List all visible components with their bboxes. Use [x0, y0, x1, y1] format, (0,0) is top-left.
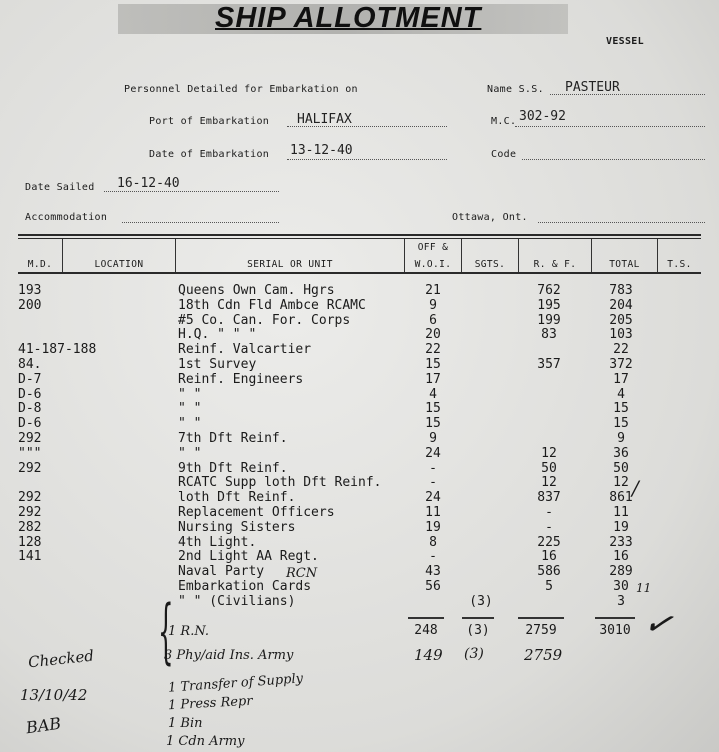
table-row — [0, 490, 719, 505]
row-total: 50 — [613, 460, 629, 476]
table-row — [0, 342, 719, 357]
row-total: 3 — [617, 593, 625, 609]
row-md: D-6 — [18, 416, 42, 432]
row-total: 205 — [609, 312, 633, 328]
ottawa-line — [538, 222, 705, 223]
row-unit: " " — [178, 445, 202, 461]
row-md: D-7 — [18, 371, 42, 387]
date-sailed-label: Date Sailed — [25, 182, 95, 193]
row-md: 128 — [18, 534, 42, 550]
row-total: 103 — [609, 327, 633, 343]
total-off: 248 — [414, 623, 438, 638]
row-unit: #5 Co. Can. For. Corps — [178, 312, 351, 328]
row-off: - — [429, 460, 437, 476]
date-sailed-value: 16-12-40 — [117, 176, 180, 191]
row-unit: 2nd Light AA Regt. — [178, 549, 319, 565]
checked-note: Checked — [27, 646, 95, 672]
col-location: LOCATION — [94, 259, 144, 270]
row-rf: 199 — [537, 312, 561, 328]
row-md: 41-187-188 — [18, 342, 97, 358]
brace-icon: { — [158, 590, 174, 672]
hand-total-rf: 2759 — [524, 646, 563, 664]
row-total: 4 — [617, 386, 625, 402]
row-total: 36 — [613, 445, 629, 461]
row-total: 15 — [613, 401, 629, 417]
row-md: 84. — [18, 357, 42, 372]
row-off: 19 — [425, 519, 441, 535]
accommodation-line — [122, 222, 279, 223]
note-6: 1 Cdn Army — [166, 734, 245, 749]
ottawa-label: Ottawa, Ont. — [452, 212, 528, 223]
row-md: D-8 — [18, 401, 42, 417]
table-row — [0, 475, 719, 490]
row-rf: 762 — [537, 283, 561, 298]
note-4: 1 Press Repr — [167, 693, 253, 714]
row-off: 21 — [425, 283, 441, 298]
row-total: 30 — [613, 579, 629, 594]
row-unit: " " (Civilians) — [178, 593, 296, 609]
row-off: 9 — [429, 431, 437, 446]
table-top-rule-2 — [18, 238, 701, 239]
date-sailed-line — [104, 191, 279, 192]
table-row — [0, 431, 719, 446]
row-unit: " " — [178, 401, 202, 417]
table-row — [0, 416, 719, 431]
row-off: - — [429, 475, 437, 491]
row-off: 15 — [425, 416, 441, 432]
row-md: 292 — [18, 460, 42, 476]
row-off: 9 — [429, 297, 437, 313]
row-md: 200 — [18, 297, 42, 313]
tick-mark-icon: ✓ — [640, 601, 677, 647]
row-md: 141 — [18, 549, 42, 565]
row-total: 783 — [609, 283, 633, 298]
row-unit: 7th Dft Reinf. — [178, 431, 288, 446]
table-row — [0, 357, 719, 372]
row-unit: 9th Dft Reinf. — [178, 460, 288, 476]
row-sgts: (3) — [469, 593, 493, 609]
row-total: 11 — [613, 505, 629, 520]
embark-note: 11 — [636, 581, 652, 595]
row-unit: Embarkation Cards — [178, 579, 312, 594]
checked-initials: BAB — [24, 713, 63, 738]
row-off: 20 — [425, 327, 441, 343]
row-off: 17 — [425, 371, 441, 387]
hand-total-off: 149 — [414, 646, 443, 664]
row-rf: - — [545, 505, 553, 520]
total-sgts: (3) — [466, 623, 490, 638]
row-off: 24 — [425, 445, 441, 461]
row-unit: RCATC Supp loth Dft Reinf. — [178, 475, 382, 491]
note-5: 1 Bin — [168, 716, 203, 731]
row-rf: 12 — [541, 475, 557, 491]
row-off: 24 — [425, 490, 441, 506]
table-row — [0, 387, 719, 402]
total-grand: 3010 — [599, 623, 631, 638]
table-row — [0, 579, 719, 594]
table-row — [0, 505, 719, 520]
code-line — [522, 159, 705, 160]
table-row — [0, 549, 719, 564]
row-total: 9 — [617, 431, 625, 446]
mc-value: 302-92 — [519, 109, 566, 124]
row-unit: Reinf. Valcartier — [178, 342, 312, 358]
name-label: Name S.S. — [487, 84, 544, 95]
row-md: 292 — [18, 490, 42, 506]
mc-line — [515, 126, 705, 127]
col-serial: SERIAL OR UNIT — [247, 259, 333, 270]
total-rf: 2759 — [525, 623, 557, 638]
row-off: 8 — [429, 534, 437, 550]
note-3: 1 Transfer of Supply — [167, 671, 304, 696]
mc-label: M.C. — [491, 116, 517, 127]
table-row — [0, 327, 719, 342]
row-md: 292 — [18, 431, 42, 446]
row-total: 289 — [609, 564, 633, 580]
row-off: 15 — [425, 357, 441, 372]
row-off: 43 — [425, 564, 441, 580]
row-total: 233 — [609, 534, 633, 550]
personnel-label: Personnel Detailed for Embarkation on — [124, 84, 358, 95]
row-unit: Replacement Officers — [178, 505, 335, 520]
row-total: 19 — [613, 519, 629, 535]
row-total: 22 — [613, 342, 629, 358]
row-unit: " " — [178, 386, 202, 402]
col-off-1: OFF & — [417, 242, 449, 253]
row-unit: Queens Own Cam. Hgrs — [178, 283, 335, 298]
table-row — [0, 283, 719, 298]
code-label: Code — [491, 149, 517, 160]
date-embarkation-line — [287, 159, 447, 160]
row-md: 292 — [18, 505, 42, 520]
row-rf: 586 — [537, 564, 561, 580]
row-unit: 4th Light. — [178, 534, 257, 550]
row-unit: 1st Survey — [178, 357, 257, 372]
naval-party-note: RCN — [286, 566, 318, 581]
hand-total-sgts: (3) — [464, 646, 484, 662]
row-unit: Nursing Sisters — [178, 519, 296, 535]
table-row — [0, 594, 719, 609]
row-rf: 5 — [545, 579, 553, 594]
row-total: 17 — [613, 371, 629, 387]
row-off: 15 — [425, 401, 441, 417]
table-row — [0, 461, 719, 476]
checkmark-icon: / — [632, 476, 639, 500]
name-line — [550, 94, 705, 95]
table-row — [0, 520, 719, 535]
row-md: D-6 — [18, 386, 42, 402]
row-rf: - — [545, 519, 553, 535]
document-title: SHIP ALLOTMENT — [215, 2, 482, 34]
accommodation-label: Accommodation — [25, 212, 108, 223]
table-row — [0, 401, 719, 416]
col-total: TOTAL — [609, 259, 640, 270]
vessel-label: VESSEL — [606, 36, 644, 47]
row-rf: 837 — [537, 490, 561, 506]
row-off: 4 — [429, 386, 437, 402]
row-off: 6 — [429, 312, 437, 328]
table-row — [0, 535, 719, 550]
col-ts: T.S. — [667, 259, 692, 270]
row-unit: Reinf. Engineers — [178, 371, 304, 387]
date-embarkation-value: 13-12-40 — [290, 143, 353, 158]
row-unit: 18th Cdn Fld Ambce RCAMC — [178, 297, 366, 313]
row-unit: " " — [178, 416, 202, 432]
col-md: M.D. — [27, 259, 53, 270]
name-value: PASTEUR — [565, 80, 620, 95]
row-total: 12 — [613, 475, 629, 491]
table-row — [0, 313, 719, 328]
row-rf: 16 — [541, 549, 557, 565]
checked-date: 13/10/42 — [20, 686, 88, 704]
port-line — [287, 126, 447, 127]
col-sgts: SGTS. — [474, 259, 506, 270]
row-rf: 83 — [541, 327, 557, 343]
row-rf: 225 — [537, 534, 561, 550]
row-off: 22 — [425, 342, 441, 358]
row-rf: 357 — [537, 357, 561, 372]
row-off: 11 — [425, 505, 441, 520]
row-off: 56 — [425, 579, 441, 594]
row-total: 204 — [609, 297, 633, 313]
table-row — [0, 446, 719, 461]
row-rf: 50 — [541, 460, 557, 476]
note-2: 3 Phy/aid Ins. Army — [164, 648, 294, 663]
note-1: 1 R.N. — [168, 624, 209, 639]
col-rf: R. & F. — [533, 259, 577, 270]
row-md: """ — [18, 445, 42, 461]
row-total: 861 — [609, 490, 633, 506]
date-embarkation-label: Date of Embarkation — [149, 149, 270, 160]
row-total: 16 — [613, 549, 629, 565]
port-label: Port of Embarkation — [149, 116, 270, 127]
table-row — [0, 298, 719, 313]
row-total: 15 — [613, 416, 629, 432]
col-off-2: W.O.I. — [414, 259, 452, 270]
row-rf: 195 — [537, 297, 561, 313]
row-unit: H.Q. " " " — [178, 327, 257, 343]
table-row — [0, 372, 719, 387]
row-md: 193 — [18, 283, 42, 298]
table-row — [0, 564, 719, 579]
port-value: HALIFAX — [297, 112, 352, 127]
row-total: 372 — [609, 357, 633, 372]
table-top-rule — [18, 234, 701, 236]
row-unit: loth Dft Reinf. — [178, 490, 296, 506]
row-unit: Naval Party — [178, 564, 265, 580]
row-off: - — [429, 549, 437, 565]
table-header-rule — [18, 272, 701, 274]
row-rf: 12 — [541, 445, 557, 461]
row-md: 282 — [18, 519, 42, 535]
